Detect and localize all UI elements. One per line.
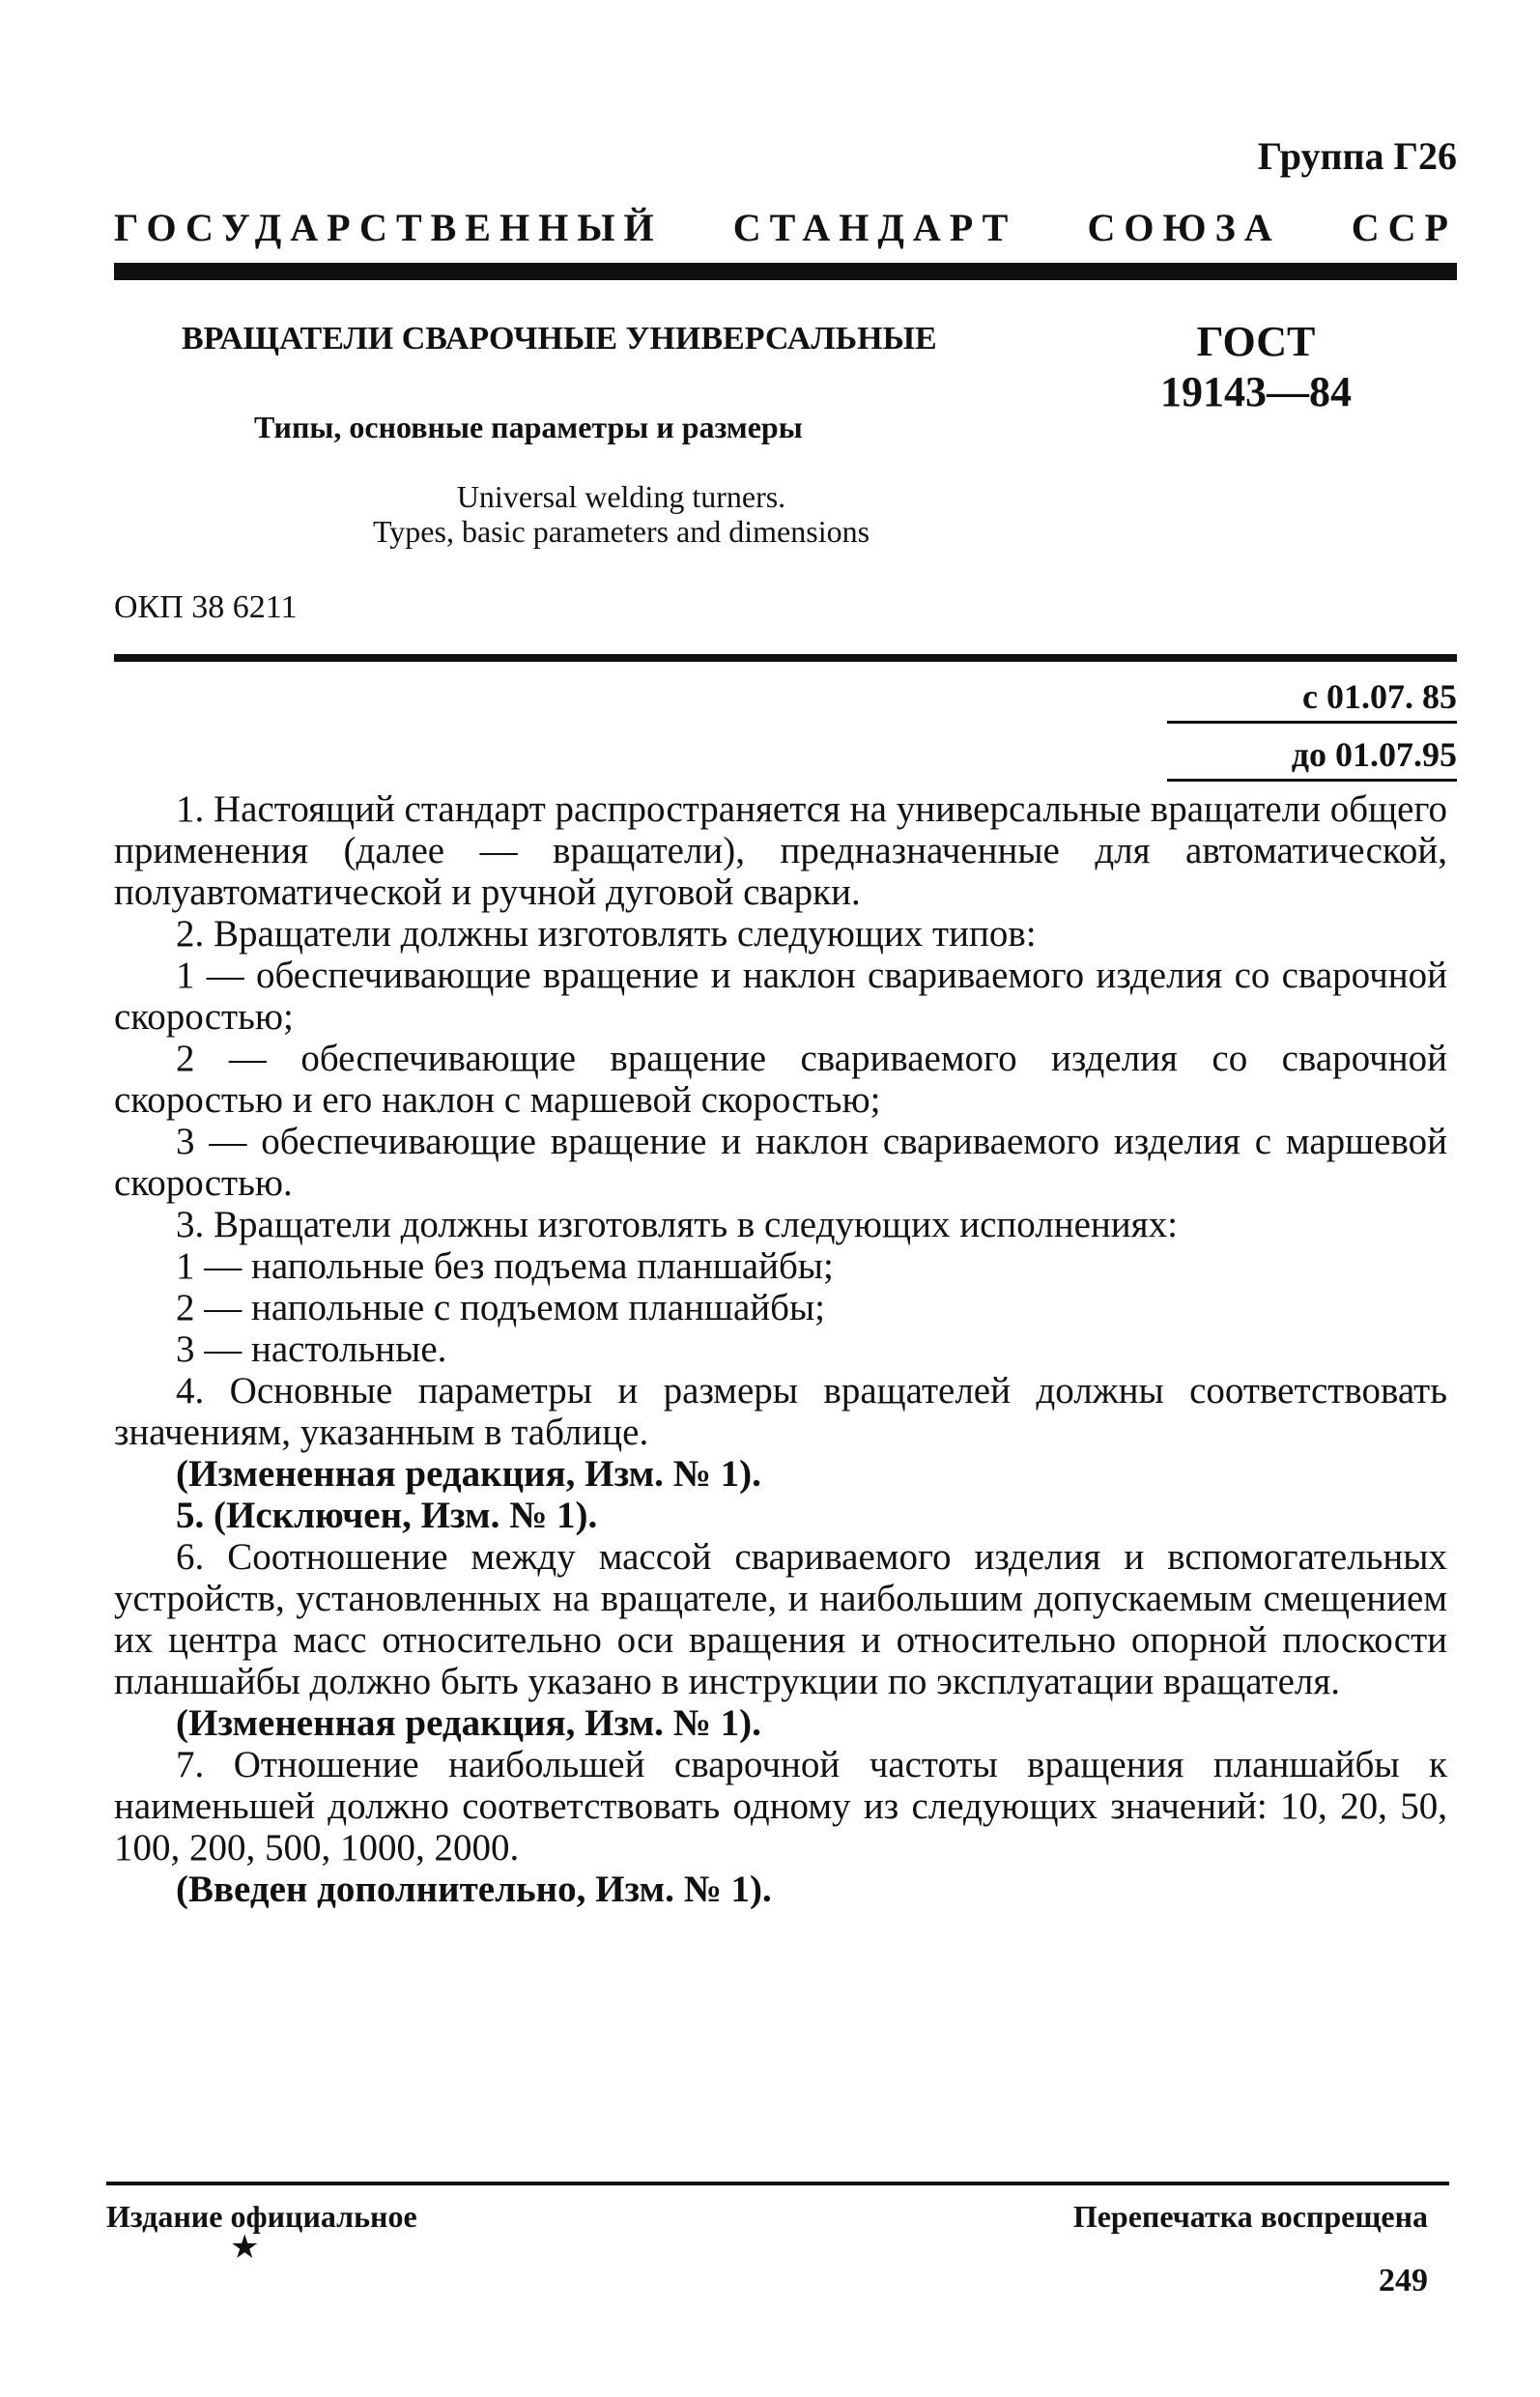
reprint-prohibited-note: Перепечатка воспрещена bbox=[1072, 2199, 1428, 2234]
state-word-2: СТАНДАРТ bbox=[732, 206, 1017, 249]
state-word-3: СОЮЗА bbox=[1087, 206, 1281, 249]
amendment-note: (Измененная редакция, Изм. № 1). bbox=[176, 1702, 761, 1744]
title-rule bbox=[114, 654, 1457, 662]
paragraph: 2 — напольные с подъемом планшайбы; bbox=[176, 1287, 826, 1328]
paragraph: 1. Настоящий стандарт распространяется на универсальные вращатели общего применения (далее — вращатели), предназначенные для автоматической, полуавтоматической и ручной дуговой сварки. bbox=[114, 788, 1447, 913]
gost-number: 19143—84 bbox=[1160, 368, 1352, 415]
english-title-line-2: Types, basic parameters and dimensions bbox=[372, 514, 870, 549]
paragraph: 3 — настольные. bbox=[176, 1328, 447, 1370]
paragraph: 7. Отношение наибольшей сварочной частоты вращения планшайбы к наименьшей должно соответствовать одному из следующих значений: 10, 20, 50, 100, 200, 500, 1000, 2000. bbox=[114, 1744, 1447, 1869]
state-word-1: ГОСУДАРСТВЕННЫЙ bbox=[114, 206, 663, 249]
state-standard-header bbox=[114, 205, 1457, 250]
paragraph: 2 — обеспечивающие вращение свариваемого изделия со сварочной скоростью и его наклон с маршевой скоростью; bbox=[114, 1038, 1447, 1121]
footer-rule bbox=[106, 2182, 1449, 2185]
page-number: 249 bbox=[1379, 2263, 1428, 2298]
amendment-note: (Введен дополнительно, Изм. № 1). bbox=[176, 1869, 772, 1910]
okp-code: ОКП 38 6211 bbox=[114, 589, 298, 625]
amendment-note: (Измененная редакция, Изм. № 1). bbox=[176, 1453, 761, 1495]
document-title: ВРАЩАТЕЛИ СВАРОЧНЫЕ УНИВЕРСАЛЬНЫЕ bbox=[182, 321, 937, 357]
paragraph: 3 — обеспечивающие вращение и наклон свариваемого изделия с маршевой скоростью. bbox=[114, 1121, 1447, 1204]
english-title-line-1: Universal welding turners. bbox=[456, 479, 786, 514]
gost-label: ГОСТ bbox=[1196, 318, 1316, 365]
paragraph: 6. Соотношение между массой свариваемого изделия и вспомогательных устройств, установленных на вращателе, и наибольшим допускаемым смещением их центра масс относительно оси вращения и относительно опорной плоскости планшайбы должно быть указано в инструкции по эксплуатации вращателя. bbox=[114, 1536, 1447, 1702]
effective-from bbox=[1167, 676, 1457, 724]
english-title bbox=[273, 479, 969, 549]
effective-to bbox=[1167, 734, 1457, 782]
header-rule bbox=[114, 263, 1457, 280]
paragraph: 4. Основные параметры и размеры вращателей должны соответствовать значениям, указанным в таблице. bbox=[114, 1370, 1447, 1453]
paragraph: 1 — напольные без подъема планшайбы; bbox=[176, 1245, 834, 1287]
date-from: с 01.07. 85 bbox=[1167, 676, 1457, 724]
paragraph: 2. Вращатели должны изготовлять следующих типов: bbox=[176, 913, 1037, 955]
date-to: до 01.07.95 bbox=[1167, 734, 1457, 782]
amendment-note: 5. (Исключен, Изм. № 1). bbox=[176, 1495, 598, 1536]
paragraph: 3. Вращатели должны изготовлять в следующих исполнениях: bbox=[176, 1204, 1178, 1245]
document-subtitle: Типы, основные параметры и размеры bbox=[254, 410, 803, 444]
body-text bbox=[114, 788, 1447, 1910]
group-code: Группа Г26 bbox=[1257, 134, 1457, 178]
paragraph: 1 — обеспечивающие вращение и наклон свариваемого изделия со сварочной скоростью; bbox=[114, 955, 1447, 1038]
state-word-4: ССР bbox=[1351, 206, 1457, 249]
star-icon: ★ bbox=[230, 2230, 260, 2266]
gost-designation bbox=[1150, 317, 1362, 417]
official-edition-note: Издание официальное bbox=[106, 2199, 417, 2234]
